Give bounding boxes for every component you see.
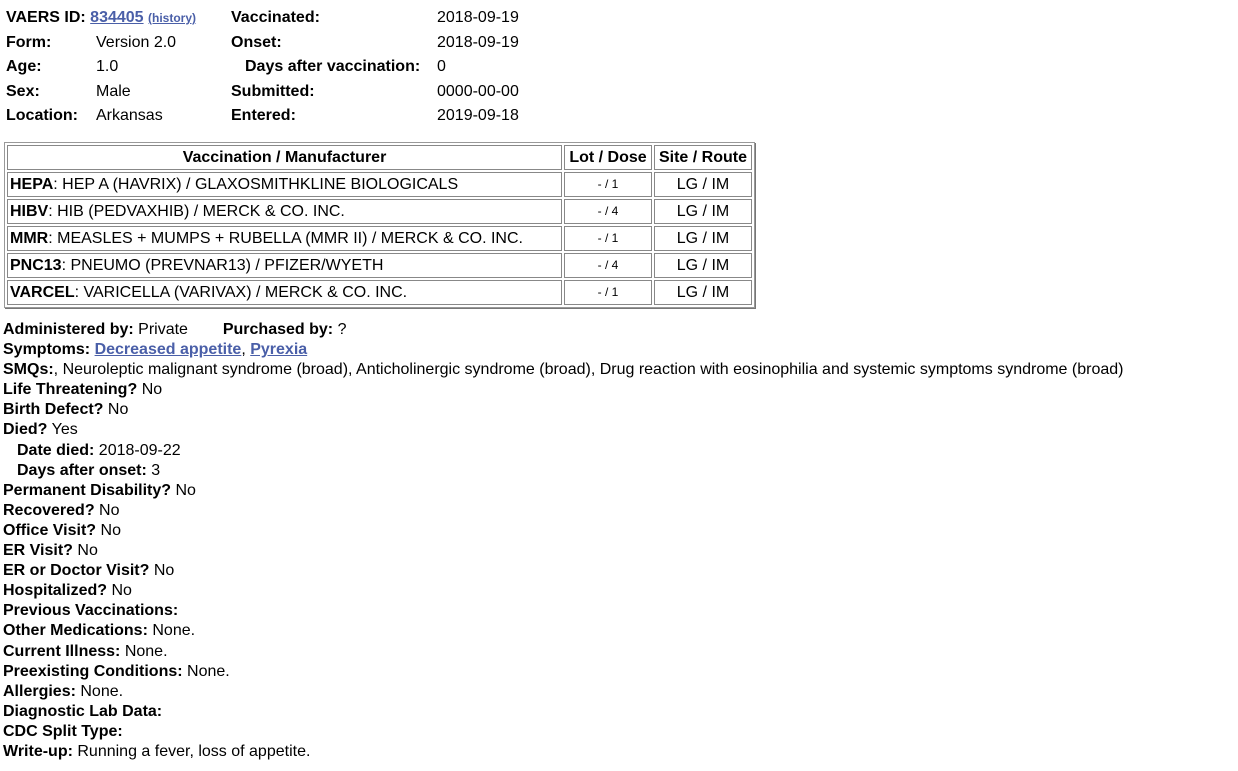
vaers-id-row [6, 6, 196, 30]
table-row [7, 172, 752, 197]
recovered-label: Recovered? [3, 501, 95, 519]
vaccine-cell [7, 226, 562, 251]
office-visit-label: Office Visit? [3, 521, 97, 539]
vaccine-cell [7, 199, 562, 224]
allergies-label: Allergies: [3, 682, 76, 700]
days-after-onset-value: 3 [151, 461, 161, 479]
vaers-id-label: VAERS ID: [6, 9, 86, 26]
lot-dose-cell: - / 1 [564, 226, 652, 251]
sex-label: Sex: [6, 82, 40, 100]
date-died-row [3, 441, 1233, 461]
permanent-disability-row [3, 481, 1233, 501]
lot-dose-cell: - / 4 [564, 253, 652, 278]
vaccinated-value: 2018-09-19 [437, 9, 519, 26]
vaccination-table [4, 142, 755, 308]
office-visit-value: No [100, 521, 121, 539]
other-medications-value: None. [152, 622, 196, 640]
current-illness-value: None. [124, 642, 168, 660]
onset-label: Onset: [231, 33, 282, 51]
died-label: Died? [3, 421, 48, 439]
vaccine-cell [7, 253, 562, 278]
location-label: Location: [6, 107, 78, 124]
location-value: Arkansas [96, 107, 163, 124]
administered-value: Private [138, 321, 188, 338]
days-after-onset-row [3, 461, 1233, 481]
submitted-value: 0000-00-00 [437, 82, 519, 100]
current-illness-label: Current Illness: [3, 642, 121, 660]
col-header-site-route: Site / Route [654, 145, 752, 170]
hospitalized-row [3, 581, 1233, 601]
table-header-row [7, 145, 752, 170]
symptom-separator: , [241, 341, 246, 359]
previous-vaccinations-label: Previous Vaccinations: [3, 602, 179, 620]
smqs-row [3, 360, 1233, 380]
lot-dose-cell: - / 4 [564, 199, 652, 224]
vaccine-name: : HIB (PEDVAXHIB) / MERCK & CO. INC. [48, 203, 345, 220]
history-link[interactable]: (history) [148, 11, 197, 25]
age-value: 1.0 [96, 58, 119, 75]
lot-dose-cell: - / 1 [564, 280, 652, 305]
site-route-cell: LG / IM [654, 172, 752, 197]
vaccine-cell [7, 172, 562, 197]
er-doctor-visit-row [3, 561, 1233, 581]
recovered-row [3, 501, 1233, 521]
vaccine-code: MMR [10, 230, 49, 247]
office-visit-row [3, 521, 1233, 541]
vaers-id-link[interactable]: 834405 [90, 9, 144, 26]
cdc-split-type-row [3, 722, 1233, 742]
cdc-split-type-label: CDC Split Type: [3, 722, 123, 740]
col-header-vaccination: Vaccination / Manufacturer [7, 145, 562, 170]
days-after-onset-label: Days after onset: [17, 461, 147, 479]
days-after-vaccination-label: Days after vaccination: [245, 58, 421, 75]
previous-vaccinations-row [3, 601, 1233, 621]
site-route-cell: LG / IM [654, 226, 752, 251]
vaccine-code: PNC13 [10, 257, 62, 274]
date-died-label: Date died: [17, 441, 95, 459]
purchased-value: ? [337, 321, 347, 338]
report-details [3, 320, 1233, 762]
diagnostic-lab-data-row [3, 702, 1233, 722]
administered-label: Administered by: [3, 321, 134, 338]
died-row [3, 420, 1233, 440]
er-doctor-visit-label: ER or Doctor Visit? [3, 562, 150, 580]
symptom-link-pyrexia[interactable]: Pyrexia [250, 341, 308, 359]
vaccinated-label: Vaccinated: [231, 9, 320, 26]
vaccine-code: HEPA [10, 176, 54, 193]
lot-dose-cell: - / 1 [564, 172, 652, 197]
vaccine-name: : HEP A (HAVRIX) / GLAXOSMITHKLINE BIOLOGICALS [53, 176, 459, 193]
birth-defect-row [3, 400, 1233, 420]
report-header [6, 6, 546, 131]
er-visit-value: No [77, 542, 98, 560]
write-up-value: Running a fever, loss of appetite. [77, 742, 311, 760]
recovered-value: No [99, 501, 120, 519]
purchased-label: Purchased by: [222, 321, 334, 338]
er-visit-row [3, 541, 1233, 561]
other-medications-row [3, 621, 1233, 641]
site-route-cell: LG / IM [654, 199, 752, 224]
sex-value: Male [96, 82, 131, 100]
vaccine-name: : MEASLES + MUMPS + RUBELLA (MMR II) / MERCK & CO. INC. [48, 230, 523, 247]
allergies-row [3, 682, 1233, 702]
life-threatening-row [3, 380, 1233, 400]
preexisting-conditions-row [3, 662, 1233, 682]
vaccine-code: VARCEL [10, 284, 75, 301]
er-doctor-visit-value: No [153, 562, 175, 580]
hospitalized-value: No [111, 582, 132, 600]
vaccine-cell [7, 280, 562, 305]
date-died-value: 2018-09-22 [98, 441, 181, 459]
entered-label: Entered: [231, 107, 296, 124]
table-row [7, 280, 752, 305]
symptom-link-decreased-appetite[interactable]: Decreased appetite [94, 341, 242, 359]
site-route-cell: LG / IM [654, 280, 752, 305]
er-visit-label: ER Visit? [3, 542, 73, 560]
life-threatening-label: Life Threatening? [3, 381, 138, 399]
age-label: Age: [6, 58, 42, 75]
entered-value: 2019-09-18 [437, 107, 519, 124]
table-row [7, 253, 752, 278]
onset-value: 2018-09-19 [437, 33, 519, 51]
administered-row [3, 320, 1233, 340]
col-header-lot-dose: Lot / Dose [564, 145, 652, 170]
permanent-disability-label: Permanent Disability? [3, 481, 172, 499]
days-after-vaccination-value: 0 [437, 58, 446, 75]
life-threatening-value: No [141, 381, 163, 399]
permanent-disability-value: No [175, 481, 196, 499]
symptoms-label: Symptoms: [3, 341, 91, 359]
other-medications-label: Other Medications: [3, 622, 148, 640]
write-up-row [3, 742, 1233, 762]
smqs-value: , Neuroleptic malignant syndrome (broad), Anticholinergic syndrome (broad), Drug reaction with eosinophilia and systemic symptoms syndrome (broad) [53, 361, 1124, 379]
vaccine-name: : VARICELLA (VARIVAX) / MERCK & CO. INC. [74, 284, 408, 301]
birth-defect-value: No [107, 401, 129, 419]
write-up-label: Write-up: [3, 742, 73, 760]
table-row [7, 226, 752, 251]
died-value: Yes [51, 421, 78, 439]
hospitalized-label: Hospitalized? [3, 582, 108, 600]
birth-defect-label: Birth Defect? [3, 401, 104, 419]
preexisting-conditions-value: None. [187, 662, 230, 680]
form-value: Version 2.0 [96, 33, 177, 51]
site-route-cell: LG / IM [654, 253, 752, 278]
form-label: Form: [6, 33, 52, 51]
current-illness-row [3, 642, 1233, 662]
diagnostic-lab-data-label: Diagnostic Lab Data: [3, 702, 163, 720]
allergies-value: None. [80, 682, 124, 700]
submitted-label: Submitted: [231, 82, 315, 100]
symptoms-row [3, 340, 1233, 360]
vaccine-name: : PNEUMO (PREVNAR13) / PFIZER/WYETH [61, 257, 384, 274]
smqs-label: SMQs: [3, 361, 54, 379]
preexisting-conditions-label: Preexisting Conditions: [3, 662, 183, 680]
vaccine-code: HIBV [10, 203, 49, 220]
table-row [7, 199, 752, 224]
